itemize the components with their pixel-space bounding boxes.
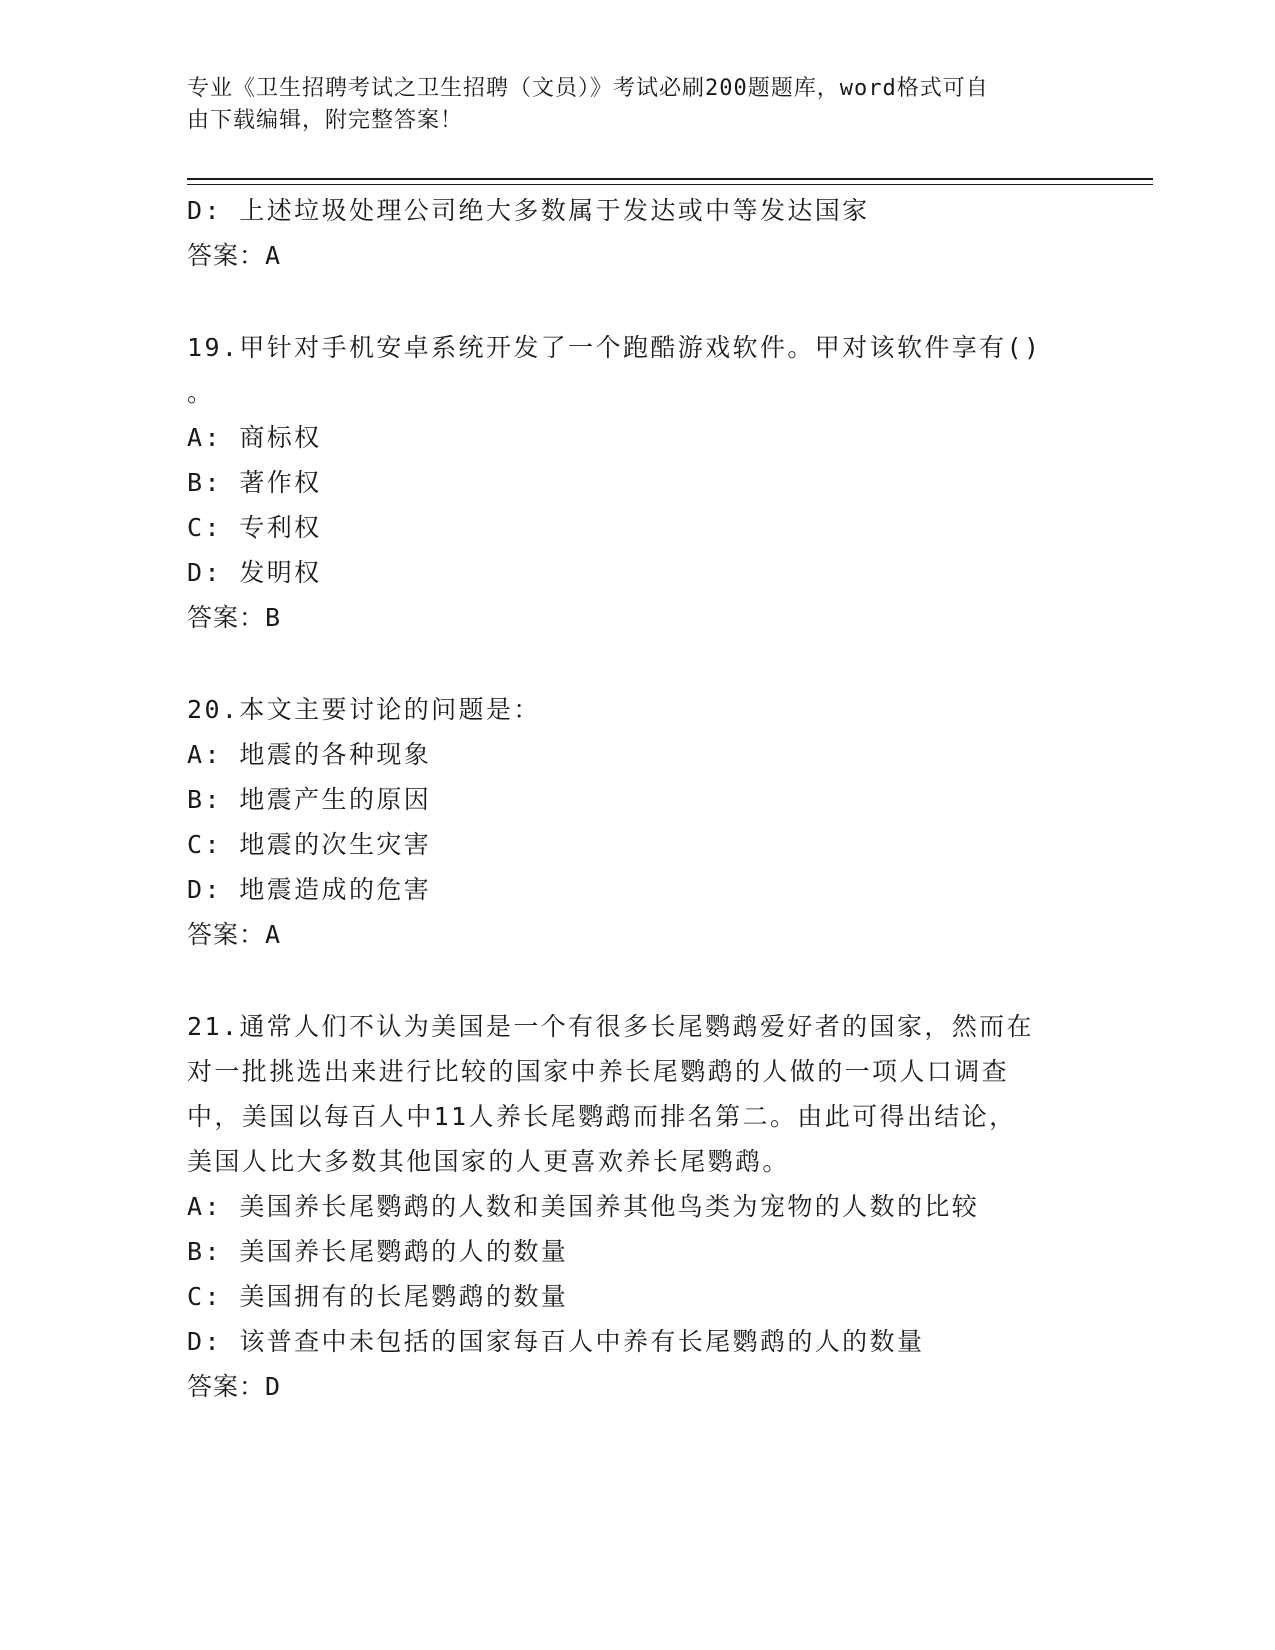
- header-line-1: 专业《卫生招聘考试之卫生招聘（文员）》考试必刷200题题库，word格式可自: [187, 76, 989, 101]
- question-stem-line: 对一批挑选出来进行比较的国家中养长尾鹦鹉的人做的一项人口调查: [187, 1057, 1010, 1086]
- answer-value: A: [265, 920, 282, 949]
- option-c: C: 美国拥有的长尾鹦鹉的数量: [187, 1282, 569, 1311]
- header-rule-thick: [187, 178, 1153, 180]
- answer-label: 答案：: [187, 241, 266, 270]
- prev-answer: [187, 233, 1087, 278]
- answer-value: A: [265, 241, 282, 270]
- option-b: B: 美国养长尾鹦鹉的人的数量: [187, 1237, 569, 1266]
- question-21: [187, 1004, 1087, 1409]
- option-c: C: 专利权: [187, 513, 322, 542]
- document-body: [187, 188, 1087, 1409]
- question-stem-line: 美国人比大多数其他国家的人更喜欢养长尾鹦鹉。: [187, 1147, 790, 1176]
- option-d: D: 该普查中未包括的国家每百人中养有长尾鹦鹉的人的数量: [187, 1327, 925, 1356]
- question-19: [187, 325, 1087, 640]
- answer-label: 答案：: [187, 920, 266, 949]
- question-stem-line: 中，美国以每百人中11人养长尾鹦鹉而排名第二。由此可得出结论，: [187, 1102, 1017, 1131]
- question-stem-line: 。: [187, 378, 215, 407]
- option-b: B: 著作权: [187, 468, 322, 497]
- header-rule-thin: [187, 184, 1153, 185]
- question-20: [187, 687, 1087, 957]
- option-a: A: 美国养长尾鹦鹉的人数和美国养其他鸟类为宠物的人数的比较: [187, 1192, 980, 1221]
- question-stem-line: 19.甲针对手机安卓系统开发了一个跑酷游戏软件。甲对该软件享有(): [187, 333, 1042, 362]
- answer-label: 答案：: [187, 603, 266, 632]
- answer-value: D: [265, 1372, 282, 1401]
- option-b: B: 地震产生的原因: [187, 785, 432, 814]
- document-header: [187, 73, 1067, 137]
- answer-line: [187, 1364, 1087, 1409]
- answer-value: B: [265, 603, 282, 632]
- answer-line: [187, 595, 1087, 640]
- prev-option-d: D: 上述垃圾处理公司绝大多数属于发达或中等发达国家: [187, 196, 870, 225]
- answer-label: 答案：: [187, 1372, 266, 1401]
- option-c: C: 地震的次生灾害: [187, 830, 432, 859]
- option-d: D: 地震造成的危害: [187, 875, 432, 904]
- question-stem-line: 20.本文主要讨论的问题是：: [187, 695, 541, 724]
- question-stem-line: 21.通常人们不认为美国是一个有很多长尾鹦鹉爱好者的国家，然而在: [187, 1012, 1034, 1041]
- option-a: A: 地震的各种现象: [187, 740, 432, 769]
- option-a: A: 商标权: [187, 423, 322, 452]
- option-d: D: 发明权: [187, 558, 322, 587]
- answer-line: [187, 912, 1087, 957]
- header-line-2: 由下载编辑，附完整答案！: [187, 108, 464, 133]
